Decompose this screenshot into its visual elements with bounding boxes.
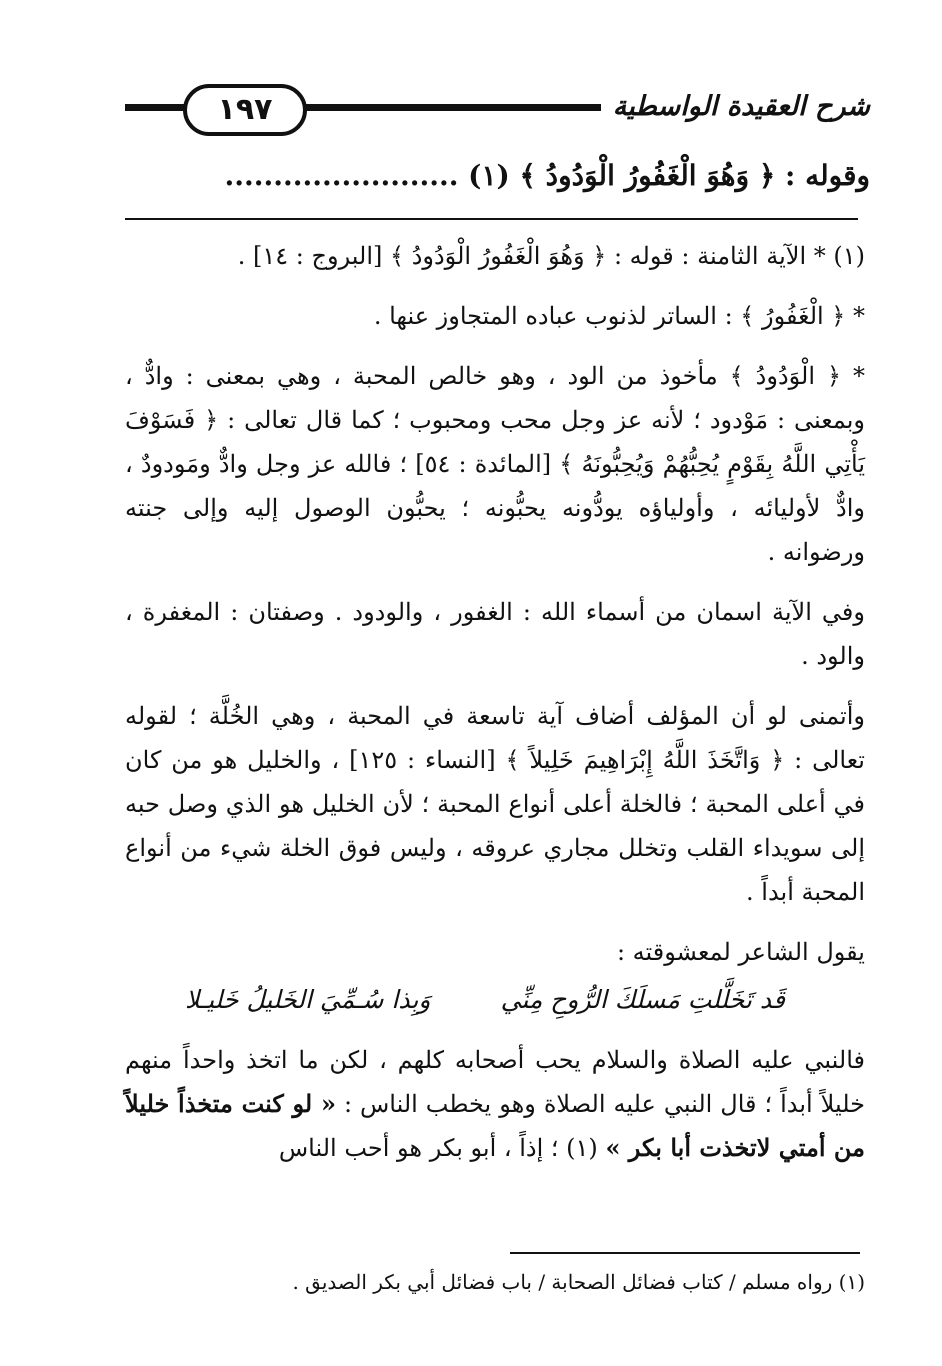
hadith-quote: « لو كنت متخذاً خليلاً من أمتي لاتخذت أبا بكر » <box>125 1089 865 1162</box>
footnote-separator <box>125 218 858 220</box>
paragraph-khullah: وأتمنى لو أن المؤلف أضاف آية تاسعة في المحبة ، وهي الخُلَّة ؛ لقوله تعالى : ﴿ وَاتَّخَذَ اللَّهُ إِبْرَاهِيمَ خَلِيلاً ﴾ [النساء : ١٢٥] ، والخليل هو من كان في أعلى المحبة ؛ فالخلة أعلى أنواع المحبة ؛ لأن الخليل هو الذي وصل حبه إلى سويداء القلب وتخلل مجاري عروقه ، وليس فوق الخلة شيء من أنواع المحبة أبداً . <box>125 702 865 906</box>
paragraph-two-names: وفي الآية اسمان من أسماء الله : الغفور ، والودود . وصفتان : المغفرة ، والود . <box>125 598 865 670</box>
book-title: شرح العقيدة الواسطية <box>601 82 870 132</box>
verse-first-hemistich: قَد تَخَلَّلتِ مَسلَكَ الرُّوحِ مِنِّي <box>500 985 785 1014</box>
paragraph-verse-reference: (١) * الآية الثامنة : قوله : ﴿ وَهُوَ الْغَفُورُ الْوَدُودُ ﴾ [البروج : ١٤] . <box>237 242 865 270</box>
footnote: (١) رواه مسلم / كتاب فضائل الصحابة / باب فضائل أبي بكر الصديق . <box>292 1270 865 1294</box>
verse-second-hemistich: وَبِذا سُـمِّيَ الخَليلُ خَليـلا <box>185 985 431 1014</box>
paragraph-abu-bakr <box>125 1038 865 1170</box>
commentary-body <box>125 234 865 1186</box>
paragraph-abu-bakr-before: فالنبي عليه الصلاة والسلام يحب أصحابه كلهم ، لكن ما اتخذ واحداً منهم خليلاً أبداً ؛ قال النبي عليه الصلاة وهو يخطب الناس : <box>125 1046 865 1118</box>
running-header <box>125 82 870 138</box>
paragraph-abu-bakr-after: (١) ؛ إذاً ، أبو بكر هو أحب الناس <box>278 1134 598 1162</box>
paragraph-poet-intro: يقول الشاعر لمعشوقته : <box>616 938 865 966</box>
paragraph-al-ghafur: * ﴿ الْغَفُورُ ﴾ : الساتر لذنوب عباده المتجاوز عنها . <box>373 302 865 330</box>
page-number: ١٩٧ <box>183 84 307 136</box>
paragraph-al-wadud: * ﴿ الْوَدُودُ ﴾ مأخوذ من الود ، وهو خالص المحبة ، وهي بمعنى : وادٌّ ، وبمعنى : مَوْدود ؛ لأنه عز وجل محب ومحبوب ؛ كما قال تعالى : ﴿ فَسَوْفَ يَأْتِي اللَّهُ بِقَوْمٍ يُحِبُّهُمْ وَيُحِبُّونَهُ ﴾ [المائدة : ٥٤] ؛ فالله عز وجل وادٌّ ومَودودٌ ، وادٌّ لأوليائه ، وأولياؤه يودُّونه يحبُّونه ؛ يحبُّون الوصول إليه وإلى جنته ورضوانه . <box>125 362 865 566</box>
footnote-rule <box>510 1252 860 1254</box>
poem-verse <box>125 978 865 1022</box>
main-text-line: وقوله : ﴿ وَهُوَ الْغَفُورُ الْوَدُودُ ﴾ (١) ........................ <box>224 159 870 192</box>
